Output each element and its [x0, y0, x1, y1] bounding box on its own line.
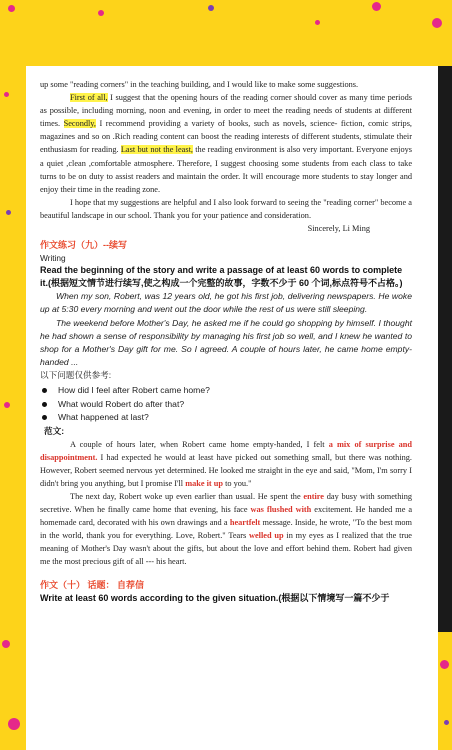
question-text: What would Robert do after that?	[58, 398, 185, 409]
key-phrase: entire	[303, 491, 324, 501]
question-item	[40, 411, 412, 424]
key-phrase: was flushed with	[250, 505, 312, 515]
question-text: What happened at last?	[58, 412, 149, 423]
exercise10-task: Write at least 60 words according to the given situation.(根据以下情境写一篇不少于	[40, 592, 390, 603]
question-text: How did I feel after Robert came home?	[58, 385, 210, 396]
decor-dot	[208, 5, 214, 11]
text-run: day busy with something secretive. When he finally came home that evening, his face	[40, 491, 412, 515]
exercise9-label: Writing	[40, 253, 66, 264]
text-run: I recommend providing a variety of books, such as novels, science- fiction, comic strips, magazines and so on .Rich reading content can boost the reading interests of different students, stimulate their enthusiasm for reading.	[40, 119, 412, 155]
letter-closing-paragraph: I hope that my suggestions are helpful and I also look forward to seeing the "reading corner" become a beautiful landscape in our school. Thank you for your patience and consideration.	[40, 197, 412, 220]
key-phrase: a mix of surprise and disappointment.	[40, 439, 413, 462]
exercise10-title: 作文（十） 话题： 自荐信	[40, 579, 145, 590]
letter-paragraph-suggestions	[40, 91, 412, 196]
dark-side-strip	[438, 66, 452, 632]
text-run: The next day, Robert woke up even earlier than usual. He spent the	[70, 491, 304, 501]
model-essay-paragraph	[40, 490, 412, 569]
decor-dot	[444, 720, 449, 725]
text-run: message. Inside, he wrote, "To the best mom in the world, thank you for everything. Love, Robert." Tears	[40, 518, 412, 541]
bullet-icon	[42, 402, 47, 407]
highlight: First of all,	[70, 93, 108, 103]
questions-intro: 以下问题仅供参考:	[40, 370, 112, 381]
model-essay-label: 范文:	[44, 425, 65, 436]
decor-dot	[315, 20, 320, 25]
question-item	[40, 384, 412, 397]
text-run: in my eyes as I realized that the true meaning of Mother's Day wasn't about the gifts, but about the love and effort behind them. Robert had given me the most precious gift of all --- his heart.	[40, 531, 412, 567]
text-run: I had expected he would at least have picked out something small, but there was nothing. However, Robert seemed nervous yet determined. He looked me straight in the eye and said, "Mom, I'm sorry I didn't bring you anything, but I promise I'll	[40, 452, 412, 488]
decor-dot	[440, 660, 449, 669]
decor-dot	[432, 18, 442, 28]
letter-paragraph: up some "reading corners" in the teaching building, and I would like to make some suggestions.	[40, 80, 359, 89]
question-item	[40, 398, 412, 411]
key-phrase: make it up	[185, 478, 223, 488]
key-phrase: heartfelt	[229, 518, 261, 528]
bullet-icon	[42, 388, 47, 393]
decor-dot	[4, 402, 10, 408]
decor-dot	[372, 2, 381, 11]
decor-dot	[2, 640, 10, 648]
text-run: to you."	[223, 478, 252, 488]
highlight: Secondly,	[63, 119, 96, 129]
text-run: I suggest that the opening hours of the reading corner should cover as many time periods as possible, including morning, noon and evening, in order to meet the reading needs of students at different times.	[40, 93, 412, 129]
question-list	[40, 384, 412, 424]
decor-dot	[8, 5, 15, 12]
bullet-icon	[42, 415, 47, 420]
text-run: the reading environment is also very important. Everyone enjoys a quiet ,clean ,comfortable atmosphere. Therefore, I suggest choosing some students from each class to take turns to be on duty to assist readers and maintain the order. It will encourage more students to stay longer and enjoy their time in the reading zone.	[40, 145, 413, 194]
exercise9-task: Read the beginning of the story and write a passage of at least 60 words to complete it.(根据短文情节进行续写,使之构成一个完整的故事，字数不少于 60 个词,标点符号不占格。)	[40, 265, 403, 289]
decor-dot	[4, 92, 9, 97]
document-content	[40, 78, 412, 605]
highlight: Last but not the least,	[120, 145, 193, 155]
decor-dot	[98, 10, 104, 16]
text-run: A couple of hours later, when Robert came home empty-handed, I felt	[70, 439, 329, 449]
story-paragraph: The weekend before Mother's Day, he asked me if he could go shopping by himself. I thought he had shown a sense of responsibility by managing his first job so well, and I knew he wanted to shop for a Mother's Day gift for me. So I agreed. A couple of hours later, he came home empty-handed ...	[40, 317, 412, 368]
decor-dot	[6, 210, 11, 215]
story-paragraph: When my son, Robert, was 12 years old, he got his first job, delivering newspapers. He woke up at 5:30 every morning and went out the door while the rest of us were still sleeping.	[40, 291, 412, 315]
key-phrase: welled up	[248, 531, 284, 541]
model-essay-paragraph	[40, 438, 412, 490]
exercise9-title: 作文练习（九）--续写	[40, 240, 127, 251]
letter-signoff: Sincerely, Li Ming	[307, 224, 370, 234]
decor-dot	[8, 718, 20, 730]
text-run: excitement. He handed me a homemade card, decorated with his own drawings and a	[40, 505, 413, 528]
